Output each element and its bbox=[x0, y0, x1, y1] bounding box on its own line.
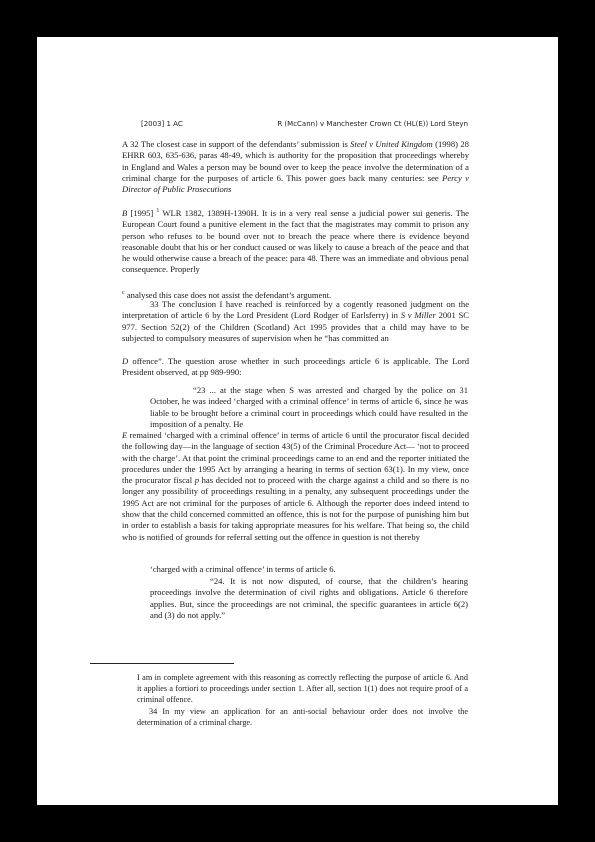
paragraph-text: [1995] bbox=[130, 208, 154, 218]
document-page bbox=[37, 37, 558, 805]
margin-letter-c: c bbox=[122, 290, 125, 296]
footnote-text: I am in complete agreement with this reasoning as correctly reflecting the purpose of article 6. And it applies a fortiori to proceedings under section 1. After all, section 1(1) does not require proof of a criminal offence. bbox=[137, 673, 468, 704]
paragraph-number: 33 bbox=[150, 299, 159, 309]
running-header-title: R (McCann) v Manchester Crown Ct (HL(E)) Lord Steyn bbox=[277, 120, 468, 128]
paragraph-d bbox=[122, 356, 469, 379]
superscript-volume: 1 bbox=[156, 208, 160, 215]
paragraph-text: In my view an application for an anti-social behaviour order does not involve the determination of a criminal charge. bbox=[137, 707, 468, 727]
margin-letter-p: p bbox=[194, 475, 199, 486]
quote-24: “24. It is not now disputed, of course, that the children’s hearing proceedings involve the determination of civil rights and obligations. Article 6 therefore applies. But, since the proceedings are not criminal, the specific guarantees in article 6(2) and (3) do not apply.” bbox=[150, 576, 468, 620]
paragraph-e bbox=[122, 430, 469, 543]
charged-line: ‘charged with a criminal offence’ in terms of article 6. bbox=[150, 564, 336, 574]
case-name: Percy v Director of Public Prosecutions bbox=[122, 172, 469, 195]
quote-23: “23 ... at the stage when S was arrested and charged by the police on 31 October, he was indeed ‘charged with a criminal offence’ in terms of article 6, since he was liable to be brought before a criminal court in proceedings which could have resulted in the imposition of a penalty. He bbox=[150, 385, 468, 429]
case-name: S v Miller bbox=[400, 310, 436, 321]
paragraph-33 bbox=[122, 299, 469, 344]
paragraph-text: The closest case in support of the defendants’ submission is bbox=[140, 139, 348, 149]
paragraph-text: remained ‘charged with a criminal offence’ in terms of article 6 until the procurator fiscal decided the following day—in the language of section 43(5) of the Criminal Procedure Act— ‘not to proceed with the charge’. At that point the criminal proceedings came to an end and the reporter initiated the procedures under the 1995 Act by arranging a hearing in terms of section 63(1). In my view, once the procurator fiscal bbox=[122, 430, 469, 486]
paragraph-32 bbox=[122, 139, 469, 195]
running-header-citation: [2003] 1 AC bbox=[141, 120, 183, 128]
paragraph-number: 34 bbox=[149, 707, 158, 716]
case-name: Steel v United Kingdom bbox=[350, 139, 433, 149]
paragraph-text: has decided not to proceed with the charge against a child and so there is no longer any possibility of proceedings resulting in a penalty, any subsequent proceedings under the 1995 Act are not criminal for the purposes of article 6. Although the reporter does indeed intend to show that the child concerned committed an offence, this is not for the purpose of punishing him but in order to establish a basis for taking appropriate measures for his welfare. That being so, the child who is notified of grounds for referral setting out the offence in question is not thereby bbox=[122, 475, 469, 542]
paragraph-text: The conclusion I have reached is reinforced by a cogently reasoned judgment on the interpretation of article 6 by the Lord President (Lord Rodger of Earlsferry) in bbox=[122, 299, 470, 321]
footnote-rule bbox=[90, 663, 234, 664]
paragraph-text: offence”. The question arose whether in such proceedings article 6 is applicable. The Lord President observed, at pp 989-990: bbox=[122, 356, 469, 378]
paragraph-text: analysed this case does not assist the defendant’s argument. bbox=[126, 289, 332, 300]
paragraph-text: 2001 SC 977. Section 52(2) of the Children (Scotland) Act 1995 provides that a child may have to be subjected to compulsory measures of supervision when he “has committed an bbox=[122, 310, 470, 343]
margin-letter-d: D bbox=[122, 356, 129, 366]
paragraph-text: WLR 1382, 1389H-1390H. It is in a very real sense a judicial power sui generis. The European Court found a punitive element in the fact that the magistrates may commit to prison any person who refuses to be bound over not to breach the peace where there is evidence beyond reasonable doubt that his or her conduct caused or was likely to cause a breach of the peace and that he would otherwise cause a breach of the peace: para 48. There was an immediate and obvious penal consequence. Properly bbox=[122, 208, 469, 275]
footnote-34 bbox=[137, 707, 468, 729]
paragraph-number: 32 bbox=[130, 139, 139, 149]
paragraph-b bbox=[122, 208, 469, 276]
paragraph-text: (1998) 28 EHRR 603, 635-636, paras 48-49, which is authority for the proposition that proceedings whereby in England and Wales a person may be bound over to keep the peace involve the determination of a criminal charge for the purposes of article 6. This power goes back many centuries: see bbox=[122, 139, 469, 183]
margin-letter-a: A bbox=[122, 139, 128, 149]
margin-letter-e: E bbox=[122, 430, 128, 440]
margin-letter-b: B bbox=[122, 208, 128, 218]
